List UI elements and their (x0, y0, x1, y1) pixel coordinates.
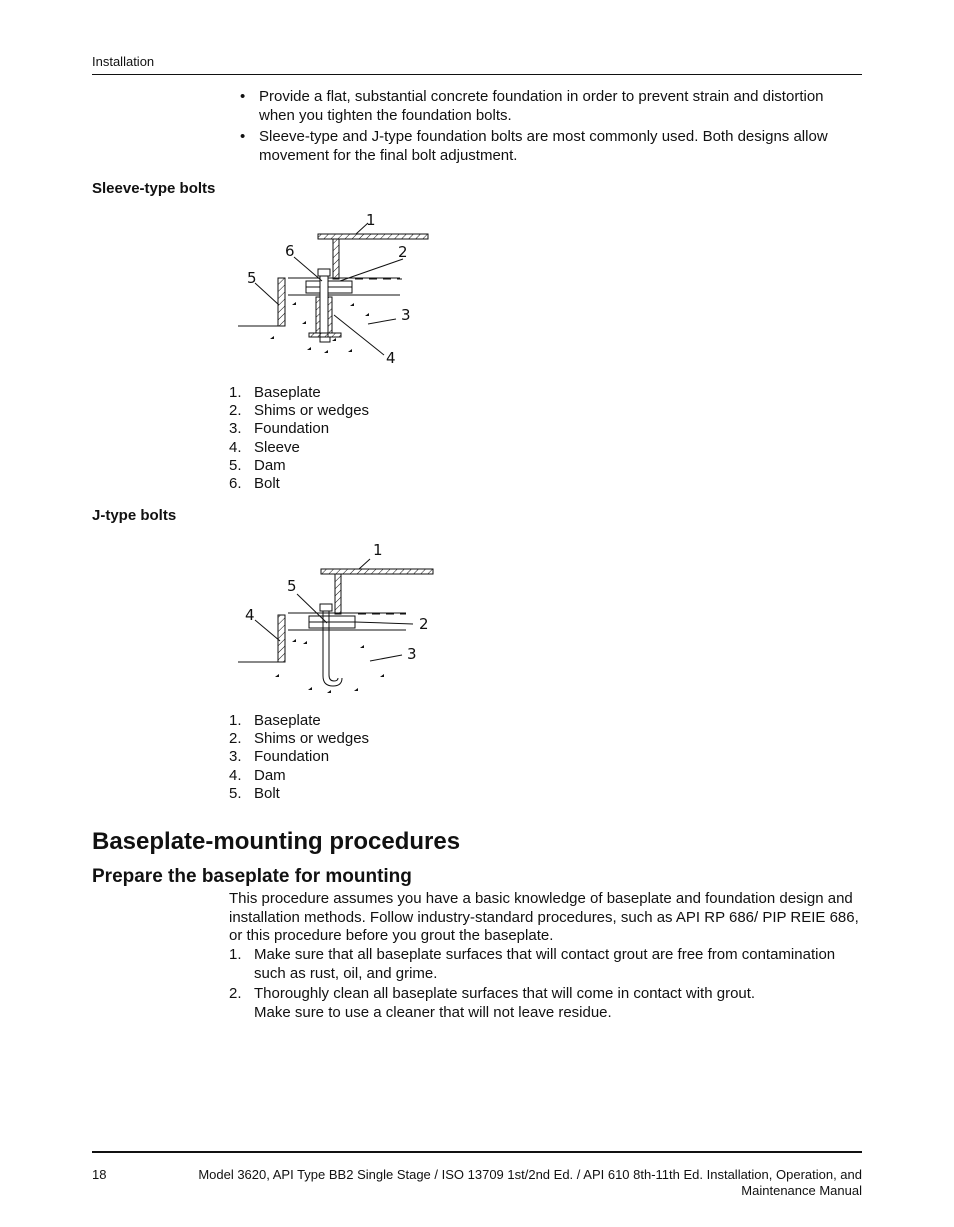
running-header: Installation (92, 54, 155, 69)
foundation-bullets (240, 88, 840, 168)
list-item (229, 420, 369, 438)
callout-4: 4 (386, 349, 396, 367)
anchor-plate (309, 333, 341, 337)
list-number: 1. (229, 712, 242, 729)
bolt-nut (318, 269, 330, 276)
sleeve-heading: Sleeve-type bolts (92, 180, 216, 197)
list-label: Dam (254, 766, 286, 784)
list-item (229, 785, 369, 803)
list-label: Foundation (254, 420, 330, 438)
list-item (229, 439, 369, 457)
section-title: Baseplate-mounting procedures (92, 828, 461, 855)
sleeve-bolt-diagram (230, 205, 450, 375)
bottom-nut (320, 337, 330, 342)
list-number: 5. (229, 456, 242, 474)
bullet-text: Provide a flat, substantial concrete foundation in order to prevent strain and distortion when you tighten the foundation bolts. (259, 88, 824, 124)
callout-2: 2 (398, 243, 408, 261)
dam (278, 615, 285, 662)
baseplate-web (335, 574, 341, 614)
jtype-heading: J-type bolts (92, 507, 177, 524)
list-item (229, 402, 369, 420)
bullet-marker: • (240, 88, 246, 105)
list-number: 4. (229, 766, 242, 784)
step-number: 2. (229, 985, 242, 1002)
list-label: Shims or wedges (254, 730, 370, 748)
step-note: Make sure to use a cleaner that will not leave residue. (254, 1003, 612, 1021)
list-item (229, 457, 369, 475)
list-item (229, 475, 369, 493)
callout-5: 5 (247, 269, 257, 287)
subsection-title: Prepare the baseplate for mounting (92, 866, 412, 887)
bullet-text: Sleeve-type and J-type foundation bolts are most commonly used. Both designs allow movement for the final bolt adjustment. (259, 128, 828, 164)
list-label: Sleeve (254, 438, 300, 456)
list-item (229, 767, 369, 785)
list-label: Dam (254, 456, 286, 474)
sleeve-legend (229, 384, 369, 493)
callout-5: 5 (287, 577, 297, 595)
list-label: Baseplate (254, 384, 321, 401)
list-number: 2. (229, 730, 242, 748)
footer-title: Model 3620, API Type BB2 Single Stage / ISO 13709 1st/2nd Ed. / API 610 8th-11th Ed. Installation, Operation, and Maintenance Manual (198, 1167, 862, 1198)
callout-4: 4 (245, 606, 255, 624)
callout-1: 1 (366, 211, 376, 229)
list-label: Baseplate (254, 712, 321, 729)
footer-rule (92, 1151, 862, 1153)
callout-2: 2 (419, 615, 429, 633)
dam (278, 278, 285, 326)
step-item (229, 946, 865, 983)
bullet-item (240, 128, 840, 165)
j-bolt-diagram (230, 538, 450, 703)
step-text: Thoroughly clean all baseplate surfaces that will come in contact with grout. (254, 985, 756, 1002)
baseplate-web (333, 239, 339, 279)
callout-3: 3 (407, 645, 417, 663)
step-text: Make sure that all baseplate surfaces that will contact grout are free from contamination such as rust, oil, and grime. (254, 946, 836, 982)
step-item (229, 985, 865, 1022)
list-number: 3. (229, 748, 242, 766)
page-number: 18 (92, 1167, 107, 1182)
procedure-steps (229, 946, 865, 1024)
list-number: 2. (229, 402, 242, 420)
jtype-legend (229, 712, 369, 803)
list-label: Bolt (254, 475, 280, 493)
list-item (229, 384, 369, 402)
bullet-marker: • (240, 128, 246, 145)
step-number: 1. (229, 946, 242, 963)
callout-1: 1 (373, 541, 383, 559)
list-label: Bolt (254, 784, 280, 802)
baseplate-flange (318, 234, 428, 239)
list-number: 4. (229, 438, 242, 456)
list-number: 5. (229, 784, 242, 802)
list-item (229, 730, 369, 748)
bolt-nut (320, 604, 332, 611)
list-number: 1. (229, 384, 242, 401)
list-item (229, 712, 369, 730)
intro-paragraph: This procedure assumes you have a basic knowledge of baseplate and foundation design and installation methods. Follow industry-standard procedures, such as API RP 686/ PIP REIE 686, or this procedure before you grout the baseplate. (229, 890, 859, 944)
list-number: 6. (229, 475, 242, 493)
baseplate-flange (321, 569, 433, 574)
header-rule (92, 74, 862, 75)
callout-6: 6 (285, 242, 295, 260)
list-label: Shims or wedges (254, 402, 370, 420)
bullet-item (240, 88, 840, 125)
callout-3: 3 (401, 306, 411, 324)
list-label: Foundation (254, 748, 330, 766)
list-number: 3. (229, 420, 242, 438)
list-item (229, 748, 369, 766)
